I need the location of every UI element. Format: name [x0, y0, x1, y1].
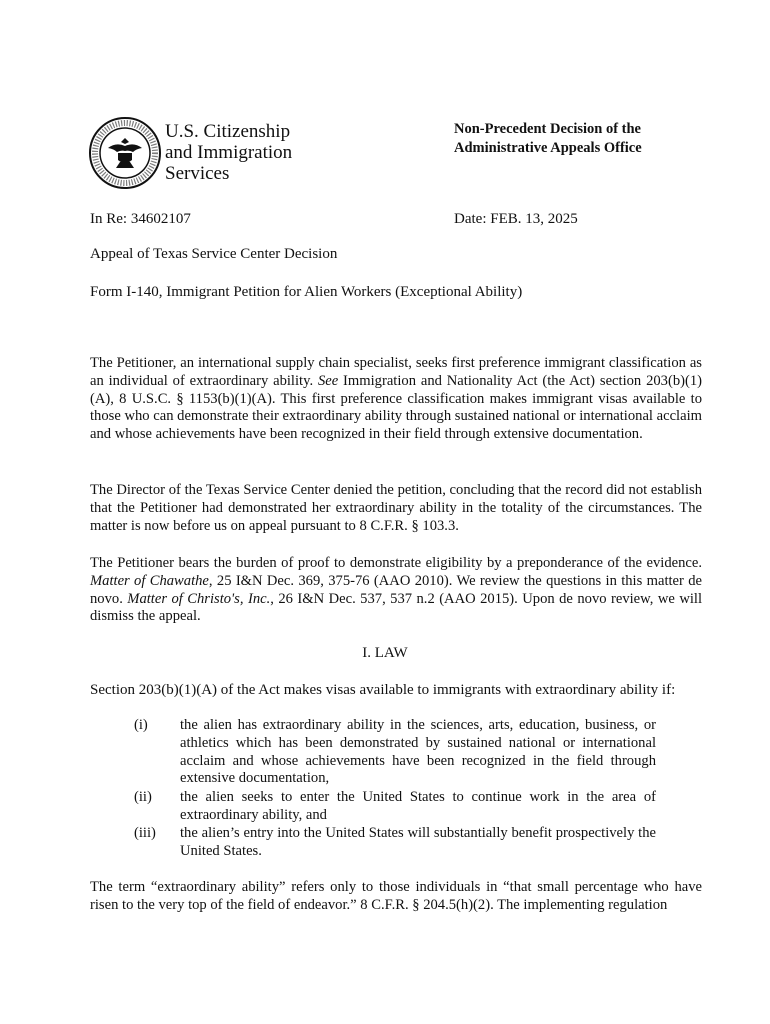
- paragraph-text: , 26 I&N Dec. 537, 537 n.2 (AAO 2015). Upon de novo review, we will dismiss the appeal.: [90, 590, 703, 625]
- form-line: Form I-140, Immigrant Petition for Alien Workers (Exceptional Ability): [90, 284, 523, 300]
- case-citation: Matter of Christo's, Inc.: [127, 590, 271, 607]
- appeal-line: Appeal of Texas Service Center Decision: [90, 246, 338, 262]
- paragraph-definition: The term “extraordinary ability” refers only to those individuals in “that small percentage who have risen to the very top of the field of endeavor.” 8 C.F.R. § 204.5(h)(2). The implementing regulation: [90, 879, 702, 913]
- list-item-number: (i): [134, 717, 148, 733]
- paragraph-text: Immigration and Nationality Act (the Act) section 203(b)(1)(A), 8 U.S.C. § 1153(b)(1)(A). This first preference classification makes immigrant visas available to those who can demonstrate their extraordinary ability through sustained national or international acclaim and whose achievements have been recognized in their field through extensive documentation.: [90, 372, 702, 443]
- section-heading: I. LAW: [362, 645, 408, 661]
- paragraph-text: The Petitioner bears the burden of proof to demonstrate eligibility by a preponderance of the evidence.: [90, 555, 702, 571]
- list-item-number: (ii): [134, 789, 152, 805]
- paragraph-text: , 25 I&N Dec. 369, 375-76 (AAO 2010). We review the questions in this matter de novo.: [90, 572, 703, 607]
- list-item-number: (iii): [134, 825, 156, 841]
- agency-line: U.S. Citizenship: [165, 121, 291, 142]
- decision-line: Administrative Appeals Office: [454, 140, 642, 156]
- list-item-text: the alien’s entry into the United States will substantially benefit prospectively the United States.: [180, 825, 656, 859]
- paragraph-intro: [90, 355, 702, 444]
- section-intro: Section 203(b)(1)(A) of the Act makes visas available to immigrants with extraordinary ability if:: [90, 682, 676, 698]
- decision-date: Date: FEB. 13, 2025: [454, 211, 578, 227]
- paragraph-text: The Petitioner, an international supply chain specialist, seeks first preference immigrant classification as an individual of extraordinary ability.: [90, 355, 702, 389]
- agency-line: and Immigration: [165, 142, 293, 163]
- citation-signal: See: [317, 372, 339, 389]
- paragraph-burden-of-proof: [90, 555, 702, 626]
- paragraph-procedural-history: The Director of the Texas Service Center denied the petition, concluding that the record did not establish that the Petitioner had demonstrated her extraordinary ability in the totality of the circumstances. The matter is now before us on appeal pursuant to 8 C.F.R. § 103.3.: [90, 482, 702, 534]
- decision-type: [454, 120, 642, 158]
- case-citation: Matter of Chawathe: [90, 572, 209, 589]
- list-item-text: the alien seeks to enter the United States to continue work in the area of extraordinary ability, and: [180, 789, 656, 823]
- receipt-number: In Re: 34602107: [90, 211, 191, 227]
- decision-line: Non-Precedent Decision of the: [454, 121, 641, 137]
- dhs-seal-icon: [88, 116, 162, 190]
- agency-name: [165, 121, 292, 184]
- list-item-text: the alien has extraordinary ability in the sciences, arts, education, business, or athletics which has been demonstrated by sustained national or international acclaim and whose achievements have been recognized in the field through extensive documentation,: [180, 717, 656, 787]
- agency-line: Services: [165, 163, 230, 184]
